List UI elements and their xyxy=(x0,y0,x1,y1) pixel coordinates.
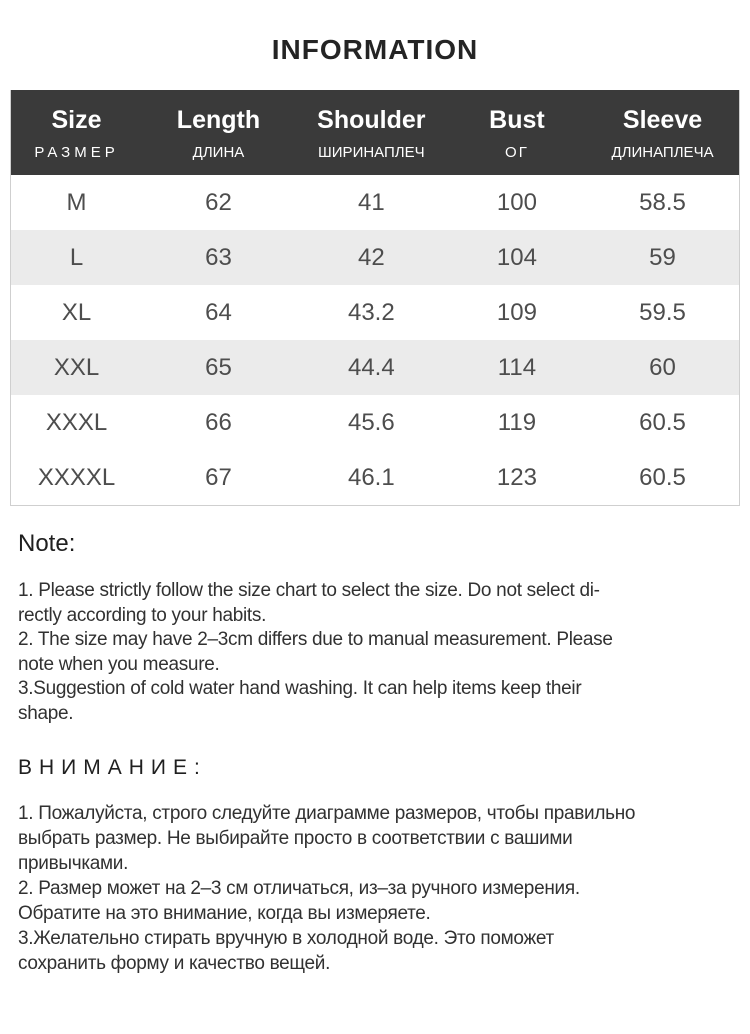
note-body-ru xyxy=(18,801,734,976)
value-cell: 42 xyxy=(357,243,385,271)
note-line: 1. Пожалуйста, строго следуйте диаграмме размеров, чтобы правильно xyxy=(18,803,636,824)
size-table-body xyxy=(11,175,739,505)
column-header-sleeve xyxy=(586,105,739,162)
note-heading-ru: ВНИМАНИЕ: xyxy=(18,756,207,779)
table-row-m xyxy=(11,175,739,230)
value-cell: 59 xyxy=(649,243,676,271)
column-label-en: Size xyxy=(51,106,102,134)
column-label-en: Bust xyxy=(489,106,545,134)
note-heading-en: Note: xyxy=(18,530,76,557)
size-cell: XXXXL xyxy=(37,463,116,491)
size-table-header-row xyxy=(11,90,739,175)
value-cell: 64 xyxy=(205,298,232,326)
note-line: 2. The size may have 2–3cm differs due to manual measurement. Please xyxy=(18,629,613,650)
notes-section xyxy=(18,530,734,976)
size-cell: L xyxy=(69,243,84,271)
table-row-xl xyxy=(11,285,739,340)
value-cell: 46.1 xyxy=(347,463,395,491)
value-cell: 100 xyxy=(496,188,537,216)
value-cell: 43.2 xyxy=(347,298,395,326)
value-cell: 65 xyxy=(205,353,232,381)
column-label-en: Sleeve xyxy=(622,106,703,134)
note-line: 1. Please strictly follow the size chart to select the size. Do not select di- xyxy=(18,580,600,601)
value-cell: 104 xyxy=(496,243,537,271)
page-title: INFORMATION xyxy=(271,34,479,65)
value-cell: 114 xyxy=(497,353,537,381)
size-cell: M xyxy=(66,188,87,216)
value-cell: 58.5 xyxy=(639,188,686,216)
note-line: привычками. xyxy=(18,853,129,874)
note-line: 2. Размер может на 2–3 см отличаться, из–за ручного измерения. xyxy=(18,878,580,899)
size-cell: XL xyxy=(61,298,92,326)
column-label-en: Shoulder xyxy=(317,106,426,134)
note-line: выбрать размер. Не выбирайте просто в соответствии с вашими xyxy=(18,828,573,849)
column-header-length xyxy=(142,105,295,162)
note-body-en xyxy=(18,579,734,726)
note-line: Обратите на это внимание, когда вы измеряете. xyxy=(18,903,431,924)
note-line: сохранить форму и качество вещей. xyxy=(18,953,331,974)
column-label-ru: ДЛИНАПЛЕЧА xyxy=(611,144,714,161)
value-cell: 109 xyxy=(496,298,537,326)
value-cell: 45.6 xyxy=(347,408,395,436)
table-row-xxl xyxy=(11,340,739,395)
column-header-shoulder xyxy=(295,105,448,162)
size-cell: XXXL xyxy=(45,408,108,436)
value-cell: 44.4 xyxy=(347,353,395,381)
column-label-ru: ДЛИНА xyxy=(192,144,245,161)
note-line: shape. xyxy=(18,702,74,724)
value-cell: 66 xyxy=(205,408,232,436)
size-table xyxy=(10,90,740,506)
value-cell: 63 xyxy=(205,243,232,271)
note-line: 3.Suggestion of cold water hand washing. It can help items keep their xyxy=(18,678,582,699)
value-cell: 60.5 xyxy=(639,463,686,491)
note-line: rectly according to your habits. xyxy=(18,604,267,626)
value-cell: 41 xyxy=(357,188,385,216)
value-cell: 67 xyxy=(205,463,232,491)
column-label-en: Length xyxy=(176,106,261,134)
value-cell: 62 xyxy=(205,188,232,216)
column-label-ru: РАЗМЕР xyxy=(34,144,119,161)
column-label-ru: ОГ xyxy=(505,144,529,161)
note-line: 3.Желательно стирать вручную в холодной воде. Это поможет xyxy=(18,928,554,949)
value-cell: 59.5 xyxy=(639,298,686,326)
column-label-ru: ШИРИНАПЛЕЧ xyxy=(318,144,425,161)
value-cell: 123 xyxy=(496,463,537,491)
column-header-size xyxy=(11,105,142,162)
value-cell: 60 xyxy=(649,353,676,381)
value-cell: 60.5 xyxy=(639,408,686,436)
size-cell: XXL xyxy=(53,353,100,381)
table-row-xxxxl xyxy=(11,450,739,505)
note-line: note when you measure. xyxy=(18,653,220,675)
table-row-xxxl xyxy=(11,395,739,450)
table-row-l xyxy=(11,230,739,285)
column-header-bust xyxy=(448,105,586,162)
value-cell: 119 xyxy=(497,408,537,436)
